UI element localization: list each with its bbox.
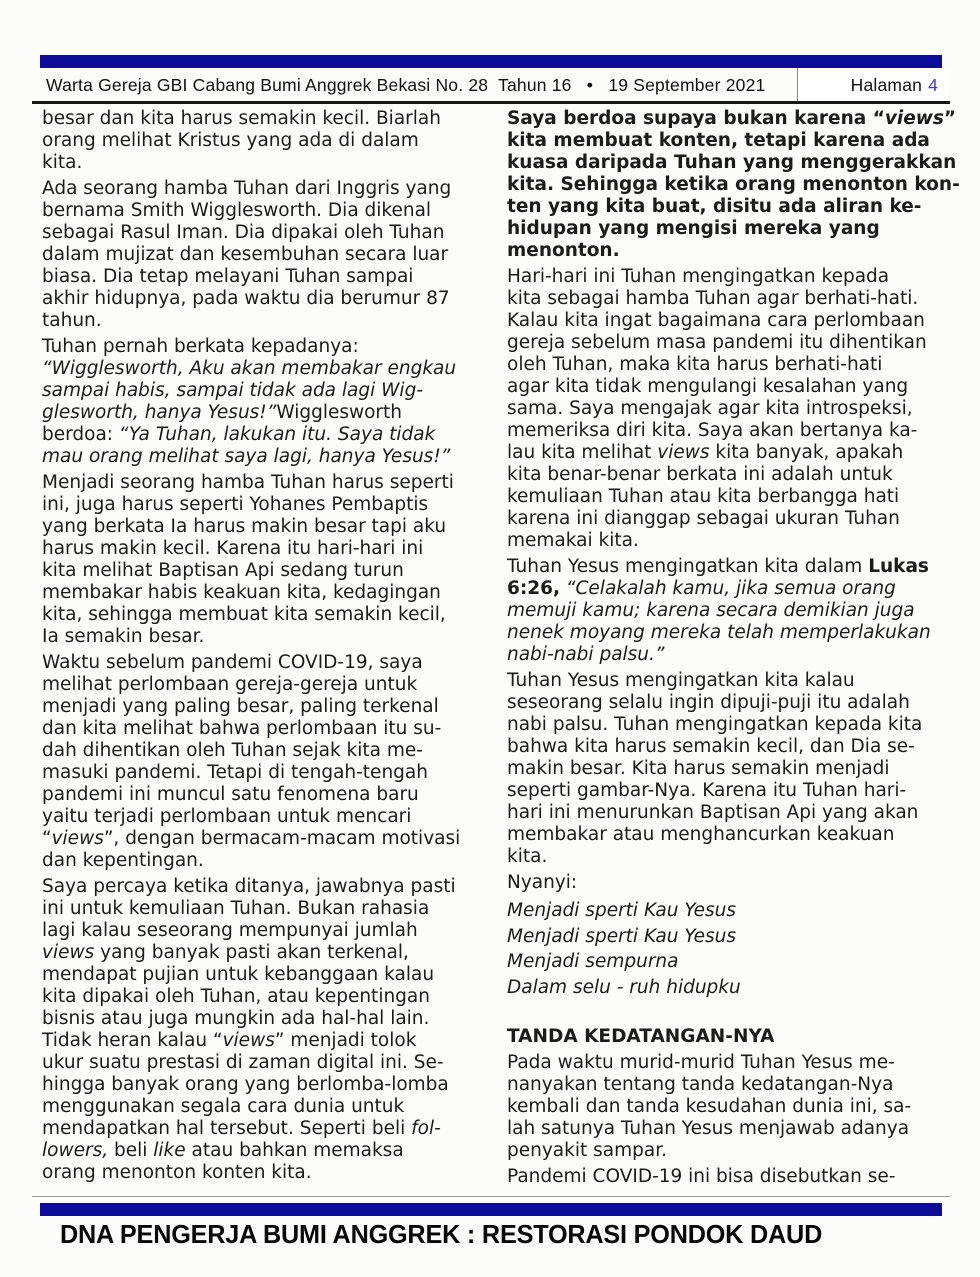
text-line: kita, sehingga membuat kita semakin kecil, [42, 604, 446, 625]
text-line: “Wigglesworth, Aku akan membakar engkau [42, 358, 457, 379]
text-line: nanyakan tentang tanda kedatangan-Nya [507, 1074, 894, 1095]
paragraph [42, 472, 493, 648]
text-line: seseorang selalu ingin dipuji-puji itu adalah [507, 692, 910, 713]
text-line: bahwa kita harus semakin kecil, dan Dia se- [507, 736, 915, 757]
text-line: views yang banyak pasti akan terkenal, [42, 942, 409, 963]
text-line: dan kepentingan. [42, 850, 204, 871]
footer-accent-bar [40, 1203, 942, 1216]
text-line: agar kita tidak mengulangi kesalahan yang [507, 376, 909, 397]
article-body [42, 108, 958, 1192]
text-line: memuji kamu; karena secara demikian juga [507, 600, 915, 621]
text-line: membakar atau menghancurkan keakuan [507, 824, 895, 845]
text-line: Saya berdoa supaya bukan karena “views” [507, 108, 957, 129]
page-number: 4 [928, 74, 938, 95]
text-line: pandemi ini muncul satu fenomena baru [42, 784, 419, 805]
page-number-cell [797, 68, 948, 102]
paragraph [42, 108, 493, 174]
text-line: bernama Smith Wigglesworth. Dia dikenal [42, 200, 432, 221]
paragraph [507, 266, 958, 552]
text-line: Nyanyi: [507, 872, 578, 893]
text-line: Saya percaya ketika ditanya, jawabnya pasti [42, 876, 456, 897]
text-line: “views”, dengan bermacam-macam motivasi [42, 828, 461, 849]
text-line: dalam mujizat dan kesembuhan secara luar [42, 244, 449, 265]
paragraph [42, 336, 493, 468]
paragraph [42, 178, 493, 332]
article-column-right [507, 108, 958, 1192]
text-line: kemuliaan Tuhan atau kita berbangga hati [507, 486, 900, 507]
text-line: lah satunya Tuhan Yesus menjawab adanya [507, 1118, 910, 1139]
text-line: kuasa daripada Tuhan yang menggerakkan [507, 152, 957, 173]
paragraph [42, 876, 493, 1184]
text-line: 6:26, “Celakalah kamu, jika semua orang [507, 578, 896, 599]
text-line: hidupan yang mengisi mereka yang [507, 218, 880, 239]
text-line: menggunakan segala cara dunia untuk [42, 1096, 405, 1117]
footer-headline: DNA PENGERJA BUMI ANGGREK : RESTORASI PONDOK DAUD [60, 1219, 823, 1249]
text-line: yaitu terjadi perlombaan untuk mencari [42, 806, 412, 827]
text-line: kita. Sehingga ketika orang menonton kon- [507, 174, 960, 195]
text-line: Tuhan Yesus mengingatkan kita kalau [507, 670, 855, 691]
text-line: orang menonton konten kita. [42, 1162, 312, 1183]
section-heading [507, 1026, 958, 1048]
text-line: masuki pandemi. Tetapi di tengah-tengah [42, 762, 428, 783]
text-line: gereja sebelum masa pandemi itu dihentikan [507, 332, 927, 353]
text-line: Menjadi seorang hamba Tuhan harus seperti [42, 472, 454, 493]
text-line: Kalau kita ingat bagaimana cara perlombaan [507, 310, 925, 331]
text-line: Menjadi sempurna [507, 951, 679, 972]
text-line: Pada waktu murid-murid Tuhan Yesus me- [507, 1052, 895, 1073]
text-line: nabi-nabi palsu.” [507, 644, 665, 665]
text-line: makin besar. Kita harus semakin menjadi [507, 758, 890, 779]
text-line: kita. [507, 846, 548, 867]
text-line: ini untuk kemuliaan Tuhan. Bukan rahasia [42, 898, 430, 919]
paragraph [42, 652, 493, 872]
header-accent-bar [40, 55, 942, 68]
text-line: ukur suatu prestasi di zaman digital ini. Se- [42, 1052, 444, 1073]
text-line: seperti gambar-Nya. Karena itu Tuhan hari- [507, 780, 907, 801]
text-line: dah dihentikan oleh Tuhan sejak kita me- [42, 740, 423, 761]
text-line: hingga banyak orang yang berlomba-lomba [42, 1074, 449, 1095]
text-line: nabi palsu. Tuhan mengingatkan kepada kita [507, 714, 923, 735]
text-line: Tuhan pernah berkata kepadanya: [42, 336, 359, 357]
text-line: melihat perlombaan gereja-gereja untuk [42, 674, 418, 695]
text-line: menjadi yang paling besar, paling terkenal [42, 696, 439, 717]
text-line: dan kita melihat bahwa perlombaan itu su- [42, 718, 442, 739]
text-line: penyakit sampar. [507, 1140, 667, 1161]
text-line: hari ini menurunkan Baptisan Api yang akan [507, 802, 919, 823]
song-label [507, 872, 958, 894]
text-line: berdoa: “Ya Tuhan, lakukan itu. Saya tidak [42, 424, 436, 445]
text-line: sebagai Rasul Iman. Dia dipakai oleh Tuhan [42, 222, 445, 243]
text-line: ini, juga harus seperti Yohanes Pembaptis [42, 494, 429, 515]
text-line: akhir hidupnya, pada waktu dia berumur 87 [42, 288, 450, 309]
header-divider [32, 101, 950, 104]
text-line: mendapatkan hal tersebut. Seperti beli fol- [42, 1118, 441, 1139]
text-line: kita benar-benar berkata ini adalah untuk [507, 464, 893, 485]
text-line: Pandemi COVID-19 ini bisa disebutkan se- [507, 1166, 896, 1187]
text-line: biasa. Dia tetap melayani Tuhan sampai [42, 266, 414, 287]
text-line: Hari-hari ini Tuhan mengingatkan kepada [507, 266, 890, 287]
text-line: sampai habis, sampai tidak ada lagi Wig- [42, 380, 423, 401]
text-line: kita. [42, 152, 83, 173]
text-line: menonton. [507, 240, 620, 261]
text-line: besar dan kita harus semakin kecil. Biarlah [42, 108, 441, 129]
text-line: mendapat pujian untuk kebanggaan kalau [42, 964, 435, 985]
text-line: harus makin kecil. Karena itu hari-hari ini [42, 538, 424, 559]
text-line: orang melihat Kristus yang ada di dalam [42, 130, 419, 151]
text-line: membakar habis keakuan kita, kedagingan [42, 582, 441, 603]
text-line: Ada seorang hamba Tuhan dari Inggris yang [42, 178, 452, 199]
text-line: mau orang melihat saya lagi, hanya Yesus!” [42, 446, 451, 467]
spacer [507, 1004, 958, 1022]
text-line: ten yang kita buat, disitu ada aliran ke- [507, 196, 922, 217]
text-line: Menjadi sperti Kau Yesus [507, 925, 737, 947]
text-line: oleh Tuhan, maka kita harus berhati-hati [507, 354, 883, 375]
text-line: bisnis atau juga mungkin ada hal-hal lain. [42, 1008, 430, 1029]
text-line: TANDA KEDATANGAN-NYA [507, 1026, 775, 1047]
text-line: nenek moyang mereka telah memperlakukan [507, 622, 931, 643]
text-line: glesworth, hanya Yesus!”Wigglesworth [42, 402, 403, 423]
text-line: Waktu sebelum pandemi COVID-19, saya [42, 652, 423, 673]
paragraph [507, 1052, 958, 1162]
text-line: Tuhan Yesus mengingatkan kita dalam Lukas [507, 556, 929, 577]
text-line: Dalam selu - ruh hidupku [507, 976, 741, 998]
text-line: lagi kalau seseorang mempunyai jumlah [42, 920, 418, 941]
newsletter-title: Warta Gereja GBI Cabang Bumi Anggrek Bekasi No. 28 Tahun 16 • 19 September 2021 [46, 74, 766, 95]
text-line: kembali dan tanda kesudahan dunia ini, sa- [507, 1096, 912, 1117]
text-line: lau kita melihat views kita banyak, apakah [507, 442, 904, 463]
text-line: Tidak heran kalau “views” menjadi tolok [42, 1030, 417, 1051]
text-line: kita dipakai oleh Tuhan, atau kepentingan [42, 986, 430, 1007]
page-number-label: Halaman [850, 74, 923, 95]
text-line: Menjadi sperti Kau Yesus [507, 900, 737, 921]
footer-divider [32, 1196, 950, 1197]
text-line: kita melihat Baptisan Api sedang turun [42, 560, 404, 581]
paragraph [507, 670, 958, 868]
song-lyrics [507, 898, 958, 1000]
text-line: karena ini dianggap sebagai ukuran Tuhan [507, 508, 900, 529]
text-line: Ia semakin besar. [42, 626, 205, 647]
text-line: kita membuat konten, tetapi karena ada [507, 130, 930, 151]
paragraph-scripture [507, 556, 958, 666]
article-column-left [42, 108, 493, 1192]
page-header [40, 68, 948, 102]
paragraph [507, 1166, 958, 1188]
text-line: sama. Saya mengajak agar kita introspeksi, [507, 398, 913, 419]
paragraph-bold-intro [507, 108, 958, 262]
text-line: memakai kita. [507, 530, 639, 551]
text-line: tahun. [42, 310, 102, 331]
text-line: memeriksa diri kita. Saya akan bertanya ka- [507, 420, 918, 441]
text-line: lowers, beli like atau bahkan memaksa [42, 1140, 404, 1161]
text-line: yang berkata Ia harus makin besar tapi aku [42, 516, 447, 537]
text-line: kita sebagai hamba Tuhan agar berhati-hati. [507, 288, 919, 309]
